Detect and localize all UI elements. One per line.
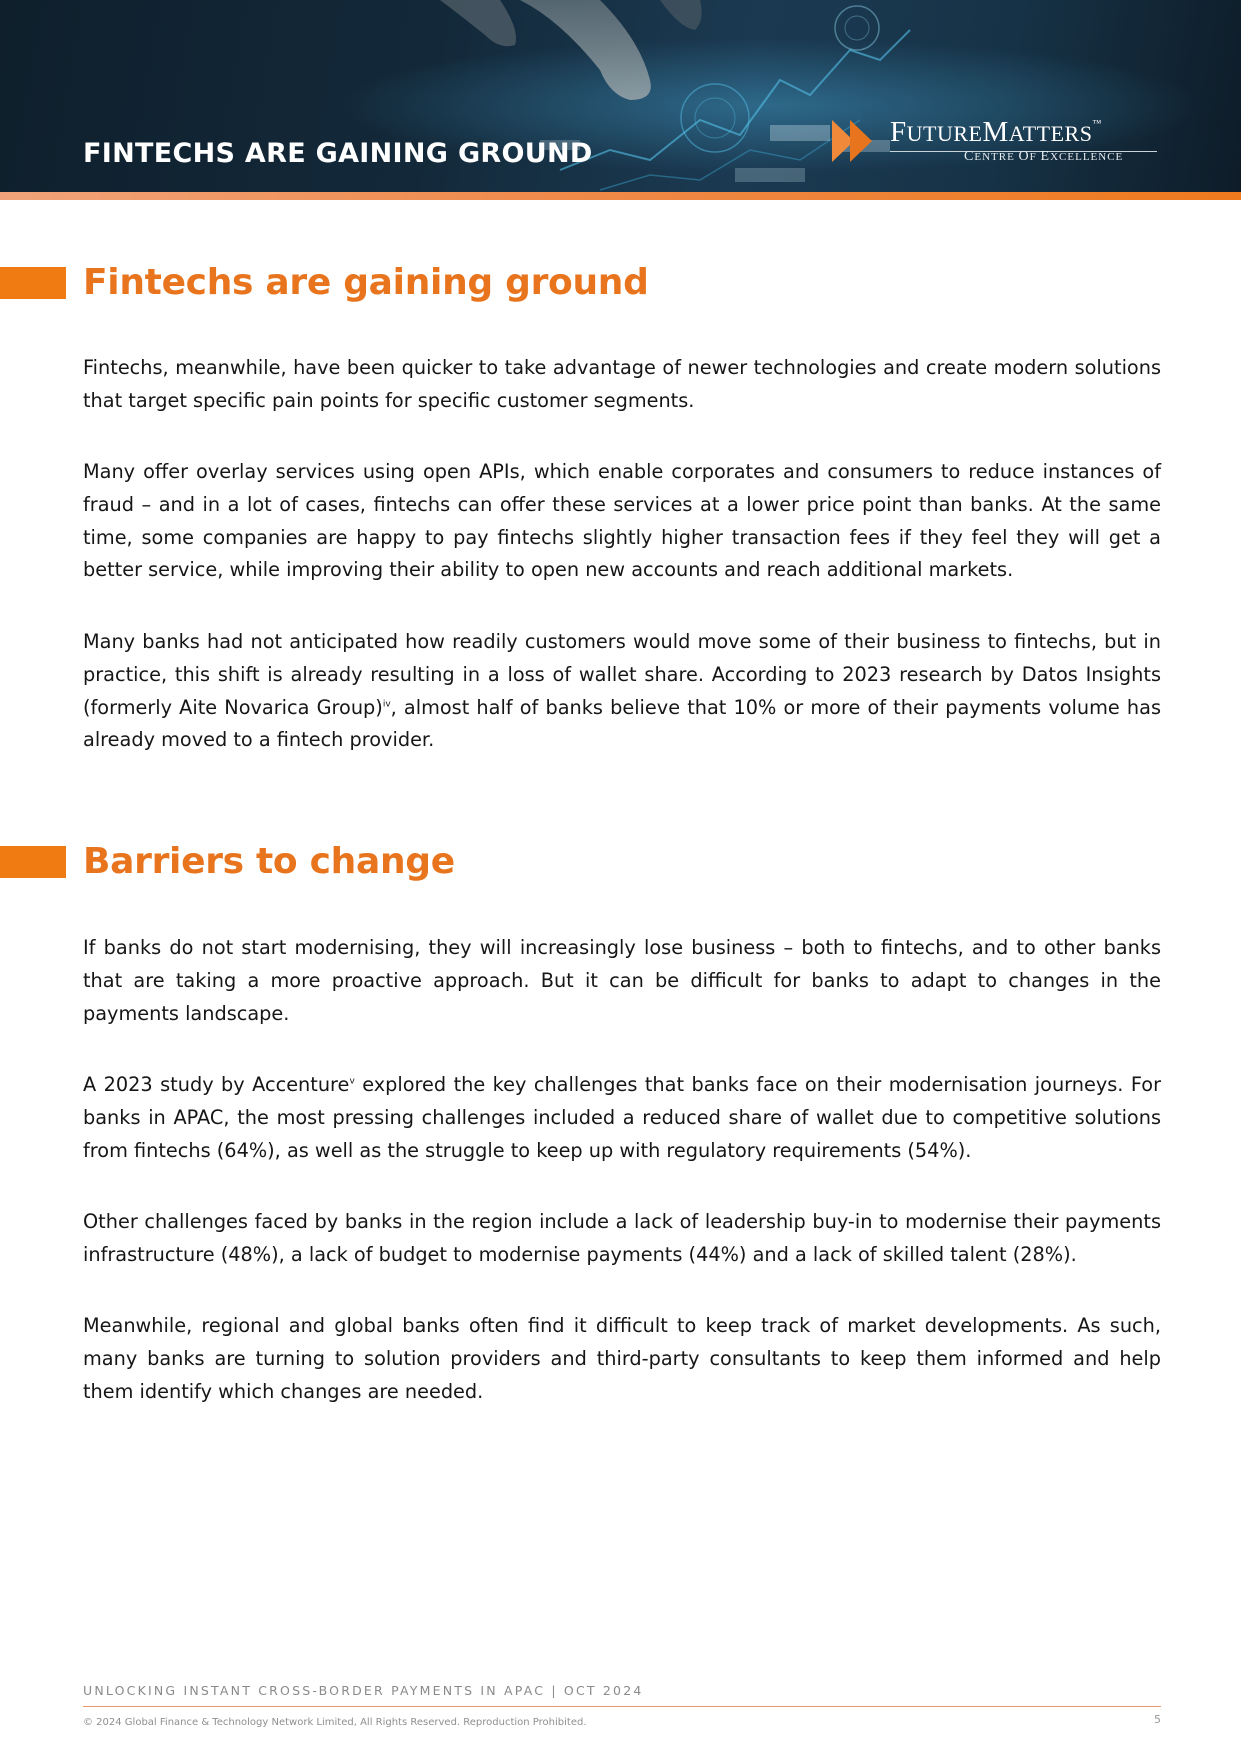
fast-forward-icon (832, 120, 876, 162)
paragraph: Many offer overlay services using open APIs, which enable corporates and consumers to reduce instances of fraud – and in a lot of cases, fintechs can offer these services at a lower price point than banks. At the same time, some companies are happy to pay fintechs slightly higher transaction fees if they feel they will get a better service, while improving their ability to open new accounts and reach additional markets. (83, 460, 1161, 582)
paragraph: Other challenges faced by banks in the region include a lack of leadership buy-in to modernise their payments infrastructure (48%), a lack of budget to modernise payments (44%) and a lack of skilled talent (28%). (83, 1210, 1161, 1266)
section-title-fintechs: Fintechs are gaining ground (83, 262, 649, 303)
logo-subtitle: CENTRE OF EXCELLENCE (964, 149, 1124, 164)
paragraph: Meanwhile, regional and global banks often find it difficult to keep track of market developments. As such, many banks are turning to solution providers and third-party consultants to keep them informed and help them identify which changes are needed. (83, 1314, 1161, 1403)
header-accent-stripe (0, 192, 1241, 200)
paragraph: Fintechs, meanwhile, have been quicker to take advantage of newer technologies and create modern solutions that target specific pain points for specific customer segments. (83, 356, 1161, 412)
page-number: 5 (1154, 1713, 1161, 1726)
section-marker (0, 846, 66, 878)
footnote-ref: iv (382, 699, 391, 710)
futurematters-logo (832, 116, 1162, 172)
footer-report-title: UNLOCKING INSTANT CROSS-BORDER PAYMENTS IN APAC | OCT 2024 (83, 1683, 644, 1698)
section-title-barriers: Barriers to change (83, 841, 455, 882)
header-title: FINTECHS ARE GAINING GROUND (83, 138, 593, 169)
logo-name: FUTUREMATTERS™ (890, 116, 1102, 148)
footer-copyright: © 2024 Global Finance & Technology Network Limited, All Rights Reserved. Reproduction Prohibited. (83, 1717, 587, 1728)
footer-divider (83, 1706, 1161, 1707)
header-banner (0, 0, 1241, 192)
section-marker (0, 267, 66, 299)
paragraph: If banks do not start modernising, they will increasingly lose business – both to fintechs, and to other banks that are taking a more proactive approach. But it can be difficult for banks to adapt to changes in the payments landscape. (83, 936, 1161, 1025)
paragraph: Many banks had not anticipated how readily customers would move some of their business to fintechs, but in practice, this shift is already resulting in a loss of wallet share. According to 2023 research by Datos Insights (formerly Aite Novarica Group)$^{iv}$, almost half of banks believe that 10% or more of their payments volume has already moved to a fintech provider. (83, 630, 1161, 752)
footnote-ref: v (349, 1076, 355, 1087)
paragraph: A 2023 study by Accenture$^v$ explored the key challenges that banks face on their modernisation journeys. For banks in APAC, the most pressing challenges included a reduced share of wallet due to competitive solutions from fintechs (64%), as well as the struggle to keep up with regulatory requirements (54%). (83, 1073, 1161, 1162)
